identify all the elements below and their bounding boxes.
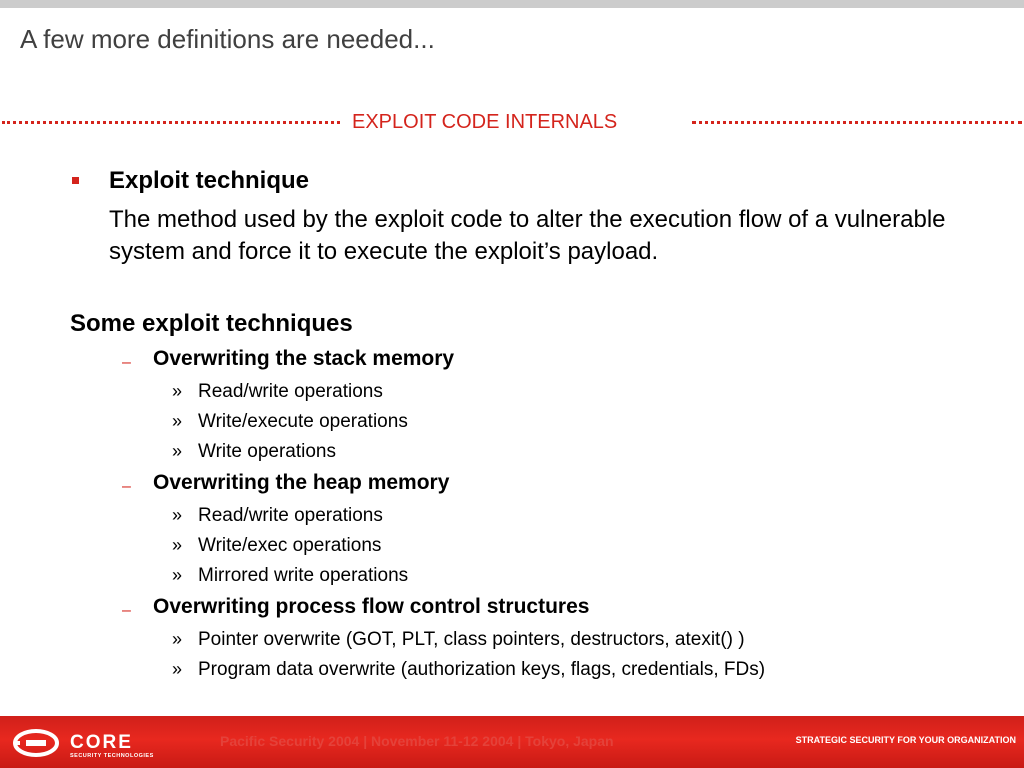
svg-text:CORE: CORE	[70, 732, 133, 753]
list-item: Program data overwrite (authorization keys, flags, credentials, FDs)	[198, 659, 766, 680]
dotted-rule-right	[692, 121, 1022, 124]
list-item: Write operations	[198, 441, 336, 462]
group-label: Overwriting process flow control structures	[153, 595, 590, 618]
list-item: Mirrored write operations	[198, 565, 409, 586]
dash-bullet-icon: –	[122, 602, 131, 619]
footer-event-info: Pacific Security 2004 | November 11-12 2004 | Tokyo, Japan	[220, 733, 614, 749]
section-header	[0, 108, 1024, 138]
dash-bullet-icon: –	[122, 354, 131, 371]
group-label: Overwriting the heap memory	[153, 471, 450, 494]
chevron-bullet-icon: »	[172, 629, 183, 649]
definition-text: The method used by the exploit code to alter the execution flow of a vulnerable system and force it to execute the exploit’s payload.	[109, 206, 946, 265]
chevron-bullet-icon: »	[172, 535, 183, 555]
top-bar	[0, 0, 1024, 8]
footer-band	[0, 716, 1024, 768]
footer-tagline: STRATEGIC SECURITY FOR YOUR ORGANIZATION	[795, 735, 1016, 745]
chevron-bullet-icon: »	[172, 565, 183, 585]
group-label: Overwriting the stack memory	[153, 347, 455, 370]
chevron-bullet-icon: »	[172, 411, 183, 431]
section-label: EXPLOIT CODE INTERNALS	[352, 111, 618, 133]
svg-text:SECURITY TECHNOLOGIES: SECURITY TECHNOLOGIES	[70, 753, 154, 759]
chevron-bullet-icon: »	[172, 441, 183, 461]
square-bullet-icon	[72, 177, 79, 184]
list-item: Write/exec operations	[198, 535, 382, 556]
list-item: Read/write operations	[198, 381, 383, 402]
chevron-bullet-icon: »	[172, 505, 183, 525]
chevron-bullet-icon: »	[172, 659, 183, 679]
dotted-rule-left	[2, 121, 340, 124]
chevron-bullet-icon: »	[172, 381, 183, 401]
list-item: Pointer overwrite (GOT, PLT, class pointers, destructors, atexit() )	[198, 629, 745, 650]
techniques-heading: Some exploit techniques	[70, 310, 353, 337]
list-item: Read/write operations	[198, 505, 383, 526]
definition-term: Exploit technique	[109, 167, 310, 194]
core-logo	[12, 726, 182, 760]
slide-title: A few more definitions are needed...	[20, 24, 435, 54]
list-item: Write/execute operations	[198, 411, 408, 432]
dash-bullet-icon: –	[122, 478, 131, 495]
